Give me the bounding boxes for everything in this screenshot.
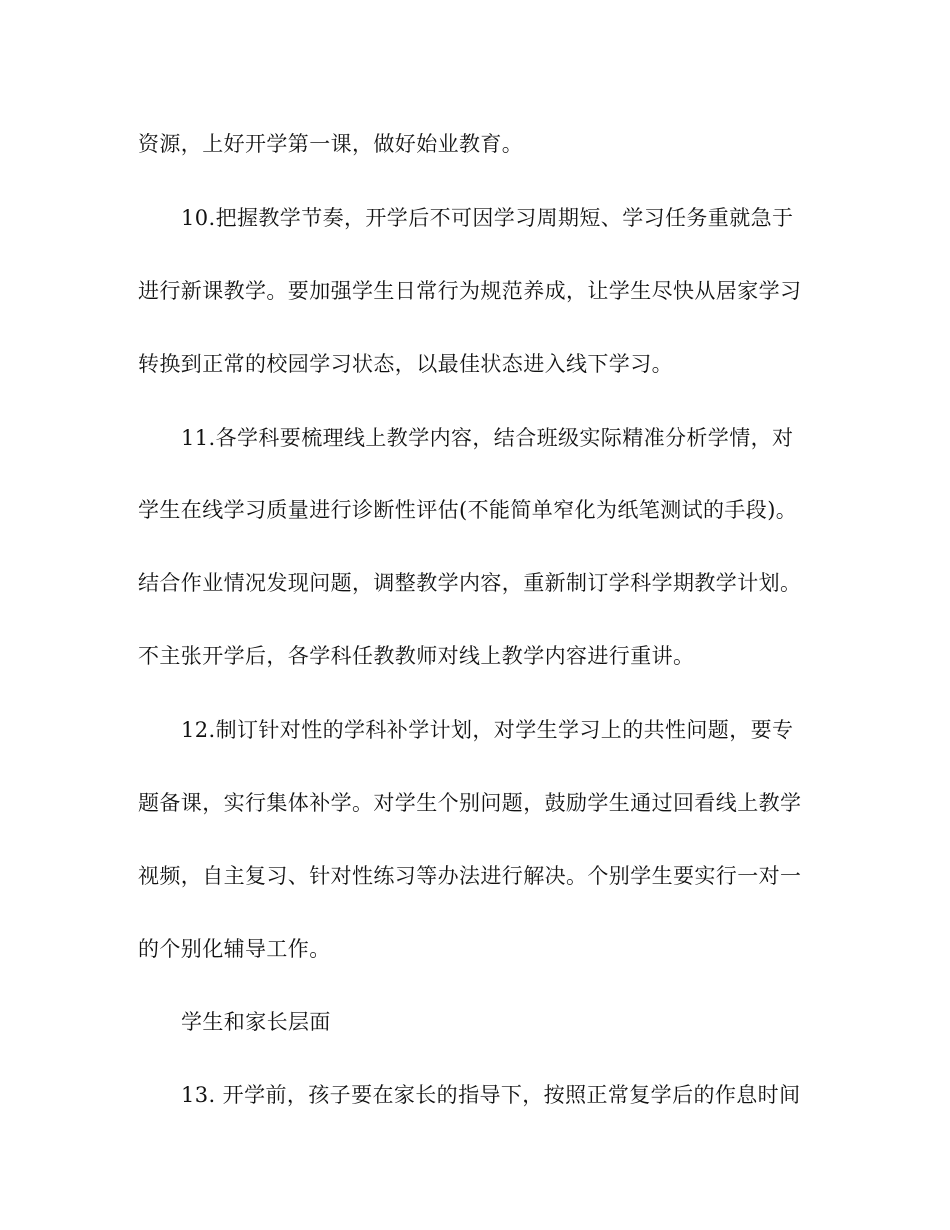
text-line: 题备课，实行集体补学。对学生个别问题，鼓励学生通过回看线上教学: [138, 791, 802, 815]
paragraph-11-start: 11.各学科要梳理线上教学内容，结合班级实际精准分析学情，对: [181, 426, 794, 450]
paragraph-13-start: 13. 开学前，孩子要在家长的指导下，按照正常复学后的作息时间: [181, 1083, 801, 1107]
text-line: 学生在线学习质量进行诊断性评估(不能简单窄化为纸笔测试的手段)。: [138, 498, 798, 522]
text-line: 的个别化辅导工作。: [138, 937, 331, 961]
text-line: 视频，自主复习、针对性练习等办法进行解决。个别学生要实行一对一: [138, 864, 802, 888]
paragraph-12-start: 12.制订针对性的学科补学计划，对学生学习上的共性问题，要专: [181, 718, 794, 742]
text-line: 进行新课教学。要加强学生日常行为规范养成，让学生尽快从居家学习: [138, 279, 802, 303]
paragraph-10-start: 10.把握教学节奏，开学后不可因学习周期短、学习任务重就急于: [181, 206, 794, 230]
text-line: 资源，上好开学第一课，做好始业教育。: [138, 132, 524, 156]
text-line: 转换到正常的校园学习状态，以最佳状态进入线下学习。: [138, 352, 673, 376]
text-line: 结合作业情况发现问题，调整教学内容，重新制订学科学期教学计划。: [138, 571, 802, 595]
section-heading: 学生和家长层面: [181, 1010, 331, 1034]
text-line: 不主张开学后，各学科任教教师对线上教学内容进行重讲。: [138, 644, 695, 668]
